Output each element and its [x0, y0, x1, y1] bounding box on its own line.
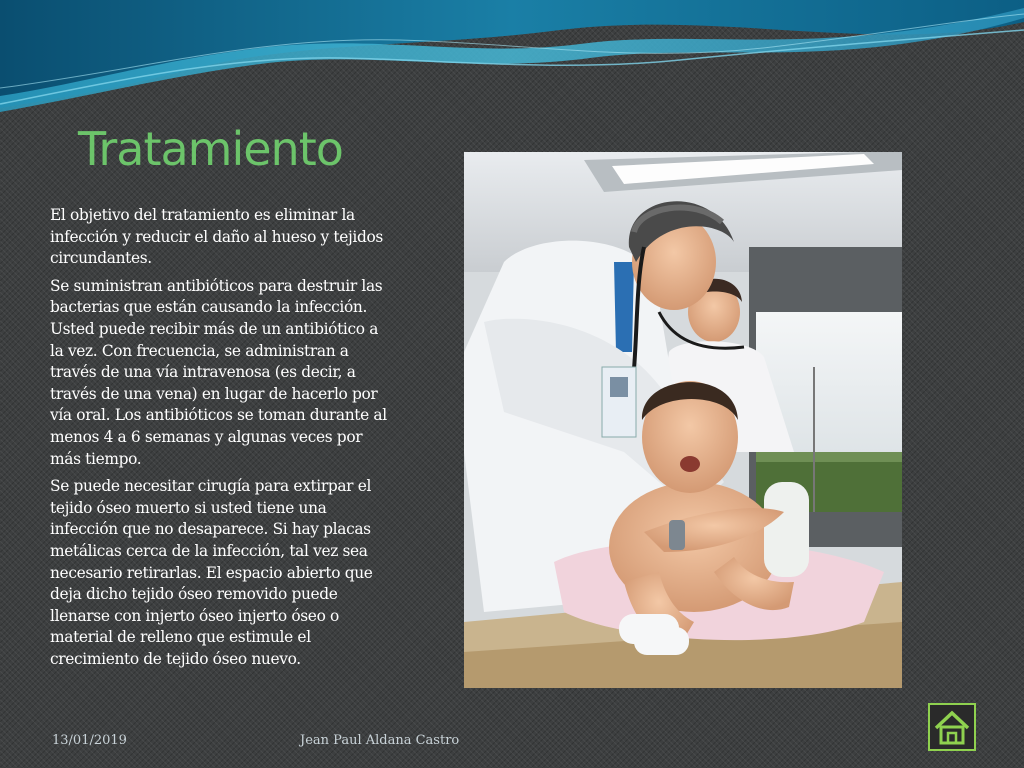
doctor-examining-baby-photo: [464, 152, 902, 688]
home-icon: [933, 708, 971, 746]
home-button[interactable]: [928, 703, 976, 751]
body-text: [50, 205, 395, 676]
slide-title: Tratamiento: [78, 122, 343, 176]
footer-author: Jean Paul Aldana Castro: [300, 733, 460, 748]
header-wave-decoration: [0, 0, 1024, 120]
footer-date: 13/01/2019: [52, 733, 127, 748]
paragraph-objective: El objetivo del tratamiento es eliminar la infección y reducir el daño al hueso y tejidos circundantes.: [50, 206, 383, 268]
paragraph-antibiotics: Se suministran antibióticos para destruir las bacterias que están causando la infección. Usted puede recibir más de un antibiótico a la vez. Con frecuencia, se administran a través de una vía intravenosa (es decir, a través de una vena) en lugar de hacerlo por vía oral. Los antibióticos se toman durante al menos 4 a 6 semanas y algunas veces por más tiempo.: [50, 276, 387, 468]
paragraph-surgery: Se puede necesitar cirugía para extirpar el tejido óseo muerto si usted tiene una infección que no desaparece. Si hay placas metálicas cerca de la infección, tal vez sea necesario retirarlas. El espacio abierto que deja dicho tejido óseo removido puede llenarse con injerto óseo injerto óseo o material de relleno que estimule el crecimiento de tejido óseo nuevo.: [50, 477, 373, 668]
